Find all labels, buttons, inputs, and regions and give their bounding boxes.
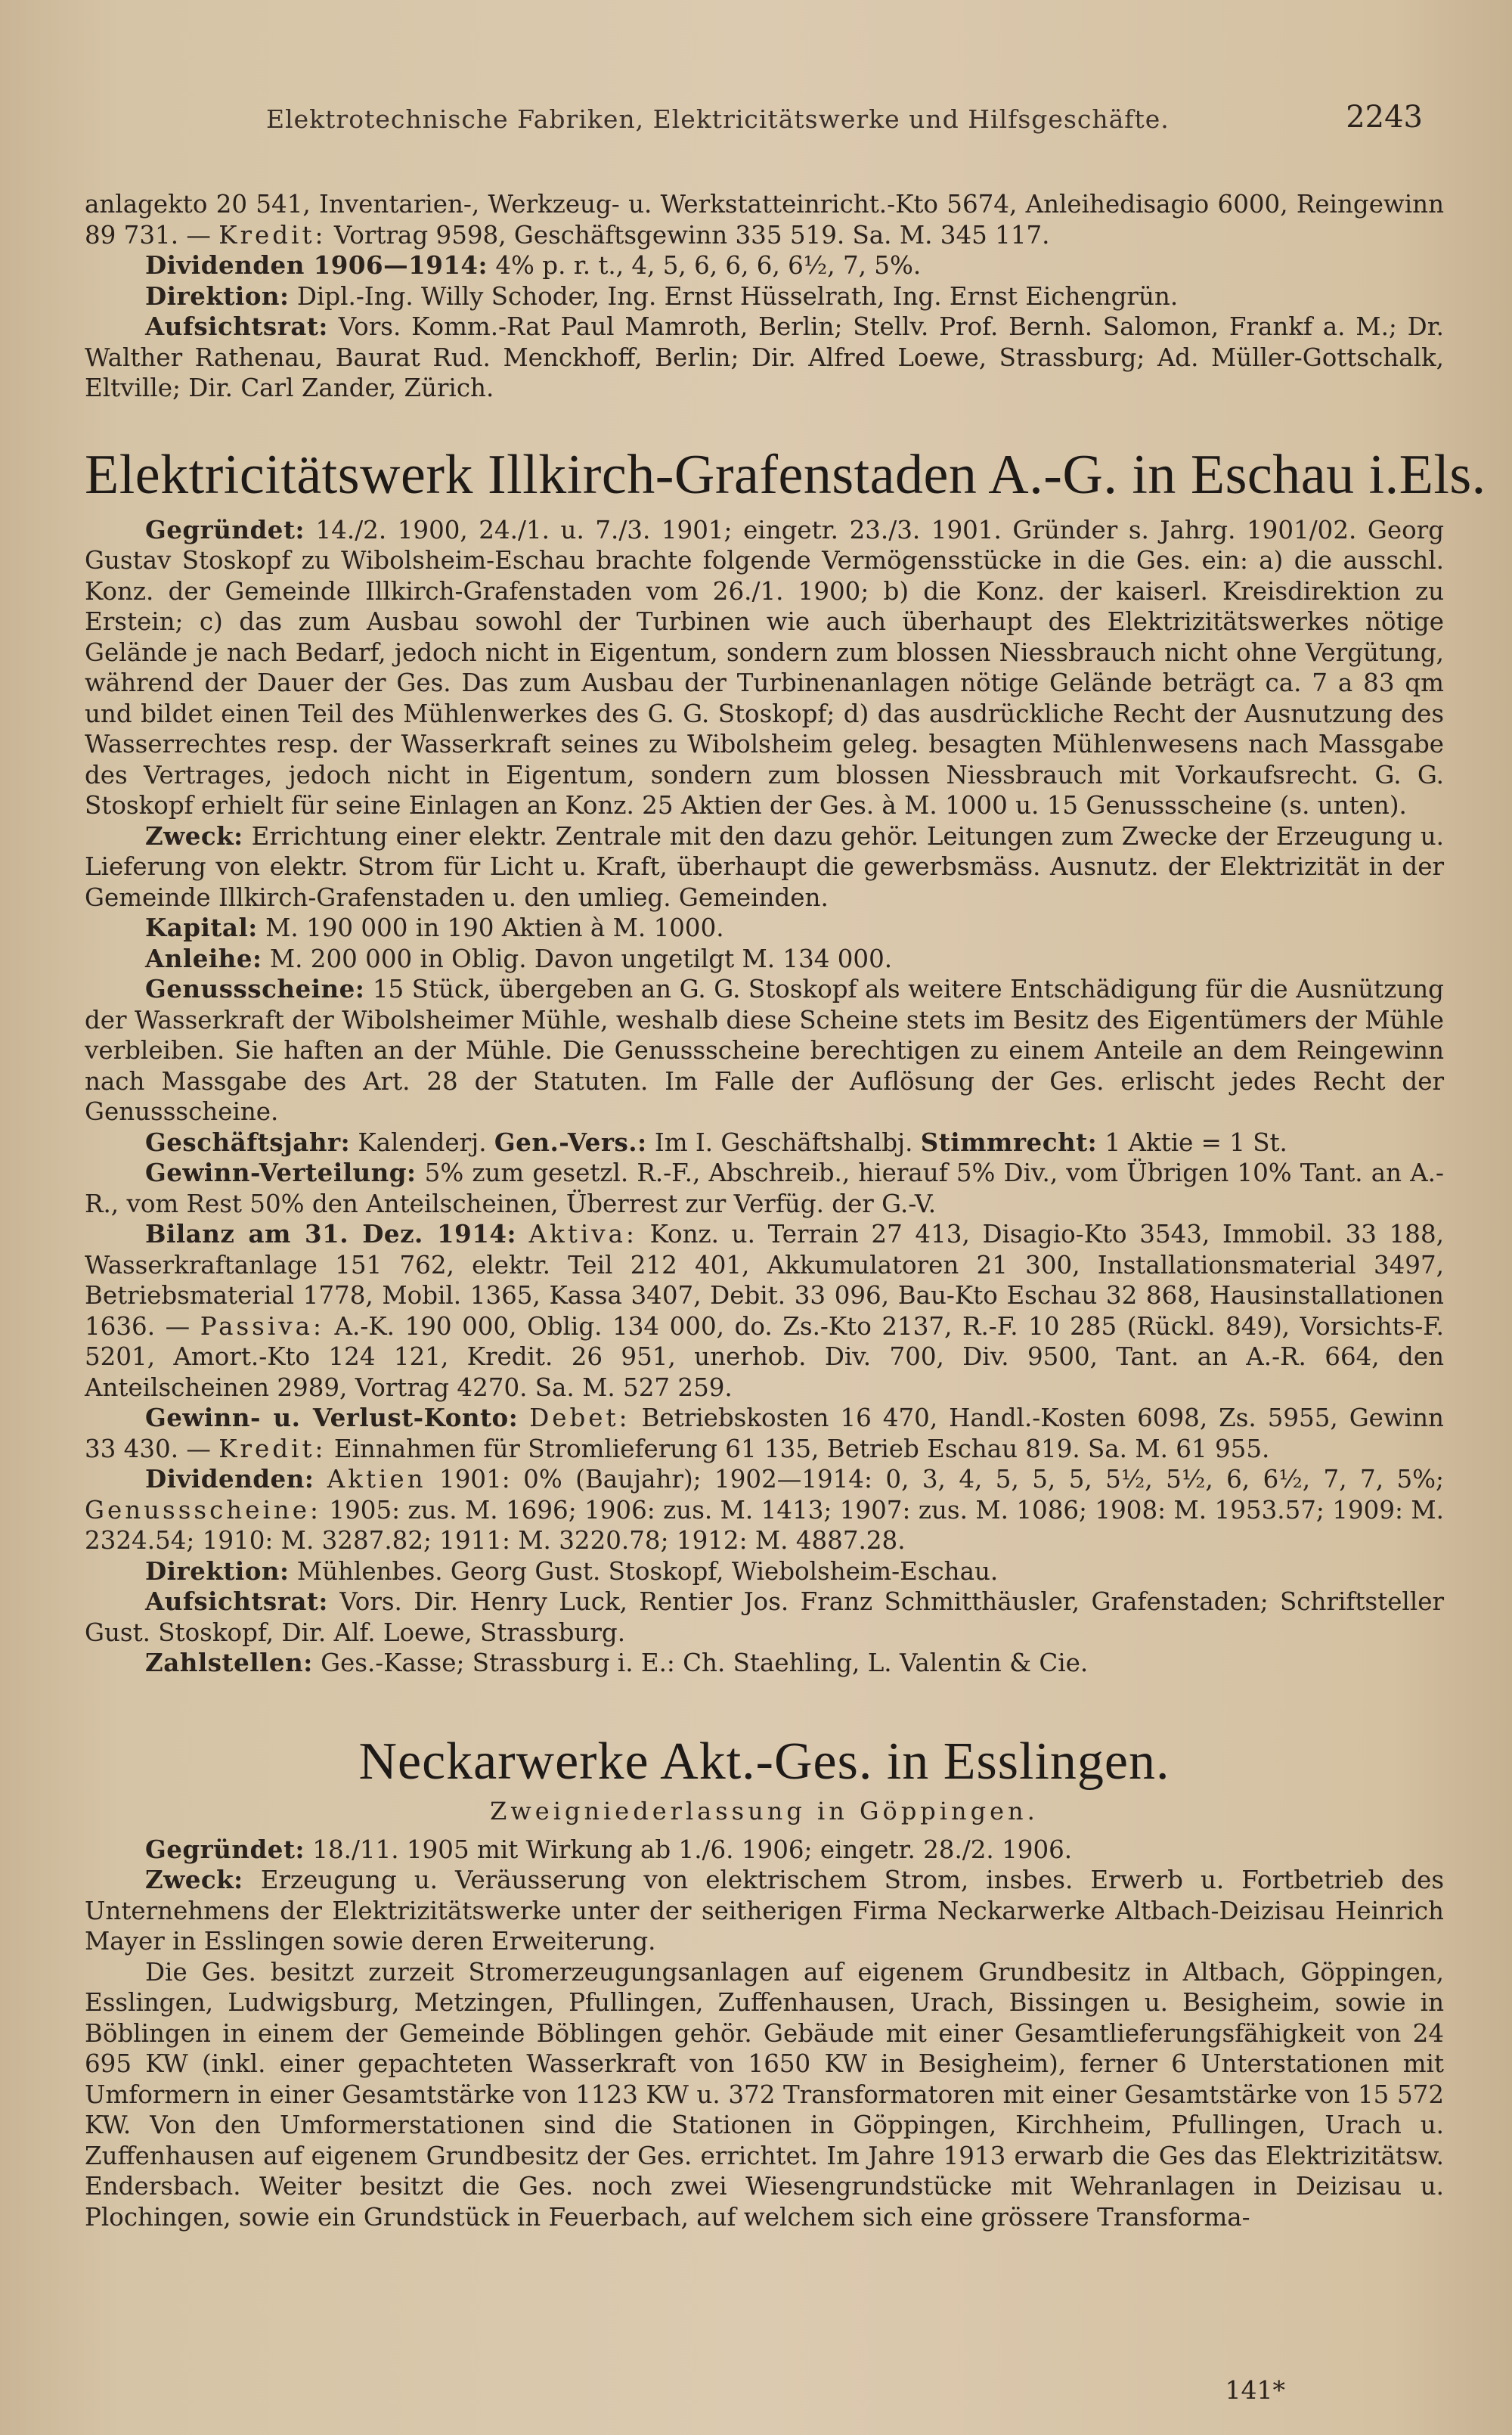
running-title: Elektrotechnische Fabriken, Elektricitätswerke und Hilfsgeschäfte.: [266, 104, 1170, 134]
signature-mark: 141*: [1225, 2375, 1285, 2405]
supervisory-board-entry: Aufsichtsrat: Vors. Komm.-Rat Paul Mamroth, Berlin; Stellv. Prof. Bernh. Salomon, Frankf a. M.; Dr. Walther Rathenau, Baurat Rud. Menckhoff, Berlin; Dir. Alfred Loewe, Strassburg; Ad. Müller-Gottschalk, Eltville; Dir. Carl Zander, Zürich.: [85, 312, 1444, 402]
capital-entry: Kapital: M. 190 000 in 190 Aktien à M. 1000.: [145, 913, 724, 942]
balance-sheet-entry: Bilanz am 31. Dez. 1914: Aktiva: Konz. u. Terrain 27 413, Disagio-Kto 3543, Immobil. 33 188, Wasserkraftanlage 151 762, elektr. Teil 212 401, Akkumulatoren 21 300, Installationsmaterial 3497, Betriebsmaterial 1778, Mobil. 1365, Kassa 3407, Debit. 33 096, Bau-Kto Eschau 32 868, Hausinstallationen 1636. — Passiva: A.-K. 190 000, Oblig. 134 000, do. Zs.-Kto 2137, R.-F. 10 285 (Rückl. 849), Vorsichts-F. 5201, Amort.-Kto 124 121, Kredit. 26 951, unerhob. Div. 700, Div. 9500, Tant. an A.-R. 664, den Anteilscheinen 2989, Vortrag 4270. Sa. M. 527 259.: [85, 1219, 1444, 1402]
founded-entry: Gegründet: 18./11. 1905 mit Wirkung ab 1./6. 1906; eingetr. 28./2. 1906.: [145, 1834, 1073, 1864]
fiscal-year-entry: Geschäftsjahr: Kalenderj. Gen.-Vers.: Im I. Geschäftshalbj. Stimmrecht: 1 Aktie = 1 St.: [145, 1127, 1287, 1157]
loan-entry: Anleihe: M. 200 000 in Oblig. Davon ungetilgt M. 134 000.: [145, 943, 893, 973]
purpose-entry: Zweck: Erzeugung u. Veräusserung von elektrischem Strom, insbes. Erwerb u. Fortbetrieb des Unternehmens der Elektrizitätswerke unter der seitherigen Firma Neckarwerke Altbach-Deizisau Heinrich Mayer in Esslingen sowie deren Erweiterung.: [85, 1865, 1444, 1956]
dividends-entry: Dividenden: Aktien 1901: 0% (Baujahr); 1902—1914: 0, 3, 4, 5, 5, 5, 5½, 5½, 6, 6½, 7, 7, 5%; Genussscheine: 1905: zus. M. 1696; 1906: zus. M. 1413; 1907: zus. M. 1086; 1908: M. 1953.57; 1909: M. 2324.54; 1910: M. 3287.82; 1911: M. 3220.78; 1912: M. 4887.28.: [85, 1464, 1444, 1555]
description-paragraph: Die Ges. besitzt zurzeit Stromerzeugungsanlagen auf eigenem Grundbesitz in Altbach, Göppingen, Esslingen, Ludwigsburg, Metzingen, Pfullingen, Zuffenhausen, Urach, Bissingen u. Besigheim, sowie in Böblingen in einem der Gemeinde Böblingen gehör. Gebäude mit einer Gesamtlieferungsfähigkeit von 24 695 KW (inkl. einer gepachteten Wasserkraft von 1650 KW in Besigheim), ferner 6 Unterstationen mit Umformern in einer Gesamtstärke von 1123 KW u. 372 Transformatoren mit einer Gesamtstärke von 15 572 KW. Von den Umformerstationen sind die Stationen in Göppingen, Kirchheim, Pfullingen, Urach u. Zuffenhausen auf eigenem Grundbesitz der Ges. errichtet. Im Jahre 1913 erwarb die Ges das Elektrizitätsw. Endersbach. Weiter besitzt die Ges. noch zwei Wiesengrundstücke mit Wehranlagen in Deizisau u. Plochingen, sowie ein Grundstück in Feuerbach, auf welchem sich eine grössere Transforma-: [85, 1957, 1444, 2232]
balance-continuation: anlagekto 20 541, Inventarien-, Werkzeug- u. Werkstatteinricht.-Kto 5674, Anleihedisagio 6000, Reingewinn 89 731. — Kredit: Vortrag 9598, Geschäftsgewinn 335 519. Sa. M. 345 117.: [85, 190, 1444, 250]
profit-distribution-entry: Gewinn-Verteilung: 5% zum gesetzl. R.-F., Abschreib., hierauf 5% Div., vom Übrigen 10% Tant. an A.-R., vom Rest 50% den Anteilscheinen, Überrest zur Verfüg. der G.-V.: [85, 1158, 1444, 1218]
company-heading: Elektricitätswerk Illkirch-Grafenstaden A.-G. in Eschau i.Els.: [85, 443, 1486, 506]
founded-entry: Gegründet: 14./2. 1900, 24./1. u. 7./3. 1901; eingetr. 23./3. 1901. Gründer s. Jahrg. 1901/02. Georg Gustav Stoskopf zu Wibolsheim-Eschau brachte folgende Vermögensstücke in die Ges. ein: a) die ausschl. Konz. der Gemeinde Illkirch-Grafenstaden vom 26./1. 1900; b) die Konz. der kaiserl. Kreisdirektion zu Erstein; c) das zum Ausbau sowohl der Turbinen wie auch überhaupt des Elektrizitätswerkes nötige Gelände je nach Bedarf, jedoch nicht in Eigentum, sondern zum blossen Niessbrauch nicht ohne Vergütung, während der Dauer der Ges. Das zum Ausbau der Turbinenanlagen nötige Gelände beträgt ca. 7 a 83 qm und bildet einen Teil des Mühlenwerkes des G. G. Stoskopf; d) das ausdrückliche Recht der Ausnutzung des Wasserrechtes resp. der Wasserkraft seines zu Wibolsheim geleg. besagten Mühlenwesens nach Massgabe des Vertrages, jedoch nicht in Eigentum, sondern zum blossen Niessbrauch mit Vorkaufsrecht. G. G. Stoskopf erhielt für seine Einlagen an Konz. 25 Aktien der Ges. à M. 1000 u. 15 Genussscheine (s. unten).: [85, 514, 1444, 820]
dividends-entry: Dividenden 1906—1914: 4% p. r. t., 4, 5, 6, 6, 6, 6½, 7, 5%.: [145, 250, 922, 280]
previous-entry-continuation: [85, 189, 1444, 404]
company-entry-neckarwerke: [85, 1835, 1444, 2233]
company-entry-illkirch: [85, 515, 1444, 1679]
running-head: [85, 91, 1444, 144]
company-heading: Neckarwerke Akt.-Ges. in Esslingen.: [358, 1732, 1170, 1791]
profit-loss-entry: Gewinn- u. Verlust-Konto: Debet: Betriebskosten 16 470, Handl.-Kosten 6098, Zs. 5955, Gewinn 33 430. — Kredit: Einnahmen für Stromlieferung 61 135, Betrieb Eschau 819. Sa. M. 61 955.: [85, 1403, 1444, 1463]
page-number: 2243: [1346, 100, 1423, 135]
branch-subtitle: Zweigniederlassung in Göppingen.: [490, 1796, 1039, 1825]
board-entry: Direktion: Mühlenbes. Georg Gust. Stoskopf, Wiebolsheim-Eschau.: [145, 1556, 999, 1586]
purpose-entry: Zweck: Errichtung einer elektr. Zentrale mit den dazu gehör. Leitungen zum Zwecke der Erzeugung u. Lieferung von elektr. Strom für Licht u. Kraft, überhaupt die gewerbsmäss. Ausnutz. der Elektrizität in der Gemeinde Illkirch-Grafenstaden u. den umlieg. Gemeinden.: [85, 820, 1444, 912]
board-entry: Direktion: Dipl.-Ing. Willy Schoder, Ing. Ernst Hüsselrath, Ing. Ernst Eichengrün.: [145, 281, 1179, 311]
profit-shares-entry: Genussscheine: 15 Stück, übergeben an G. G. Stoskopf als weitere Entschädigung für die Ausnützung der Wasserkraft der Wibolsheimer Mühle, weshalb diese Scheine stets im Besitz des Eigentümers der Mühle verbleiben. Sie haften an der Mühle. Die Genussscheine berechtigen zu einem Anteile an dem Reingewinn nach Massgabe des Art. 28 der Statuten. Im Falle der Auflösung der Ges. erlischt jedes Recht der Genussscheine.: [85, 974, 1444, 1126]
supervisory-board-entry: Aufsichtsrat: Vors. Dir. Henry Luck, Rentier Jos. Franz Schmitthäusler, Grafenstaden; Schriftsteller Gust. Stoskopf, Dir. Alf. Loewe, Strassburg.: [85, 1587, 1444, 1647]
paying-agents-entry: Zahlstellen: Ges.-Kasse; Strassburg i. E.: Ch. Staehling, L. Valentin & Cie.: [145, 1648, 1089, 1677]
